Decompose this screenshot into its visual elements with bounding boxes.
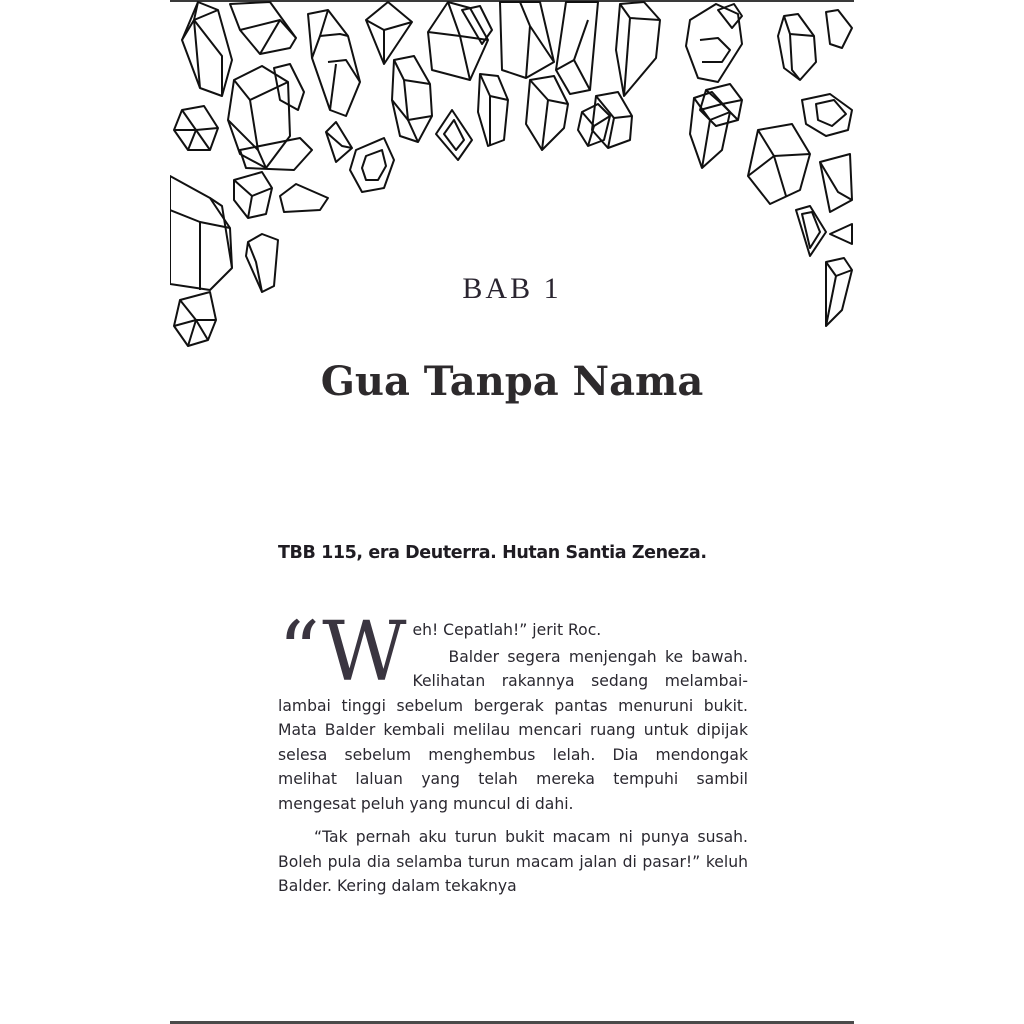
paragraph-3: “Tak pernah aku turun bukit macam ni punya susah. Boleh pula dia selamba turun macam jalan di pasar!” keluh Balder. Kering dalam tekaknya xyxy=(278,828,748,895)
dateline: TBB 115, era Deuterra. Hutan Santia Zeneza. xyxy=(278,543,707,563)
crystal-illustration xyxy=(170,0,854,360)
drop-cap: “W xyxy=(278,605,407,700)
chapter-title: Gua Tanpa Nama xyxy=(320,358,704,405)
body-text xyxy=(278,605,748,899)
crystals-icon xyxy=(170,0,854,360)
paragraph-2: Balder segera menjengah ke bawah. Kelihatan rakannya sedang melambai-lambai tinggi sebelum bergerak pantas menuruni bukit. Mata Balder kembali melilau mencari ruang untuk dipijak selesa sebelum menghembus lelah. Dia mendongak melihat laluan yang telah mereka tempuhi sambil mengesat peluh yang muncul di dahi. xyxy=(278,647,748,813)
chapter-number: BAB 1 xyxy=(462,272,562,305)
paragraph-1: eh! Cepatlah!” jerit Roc. xyxy=(412,621,602,639)
